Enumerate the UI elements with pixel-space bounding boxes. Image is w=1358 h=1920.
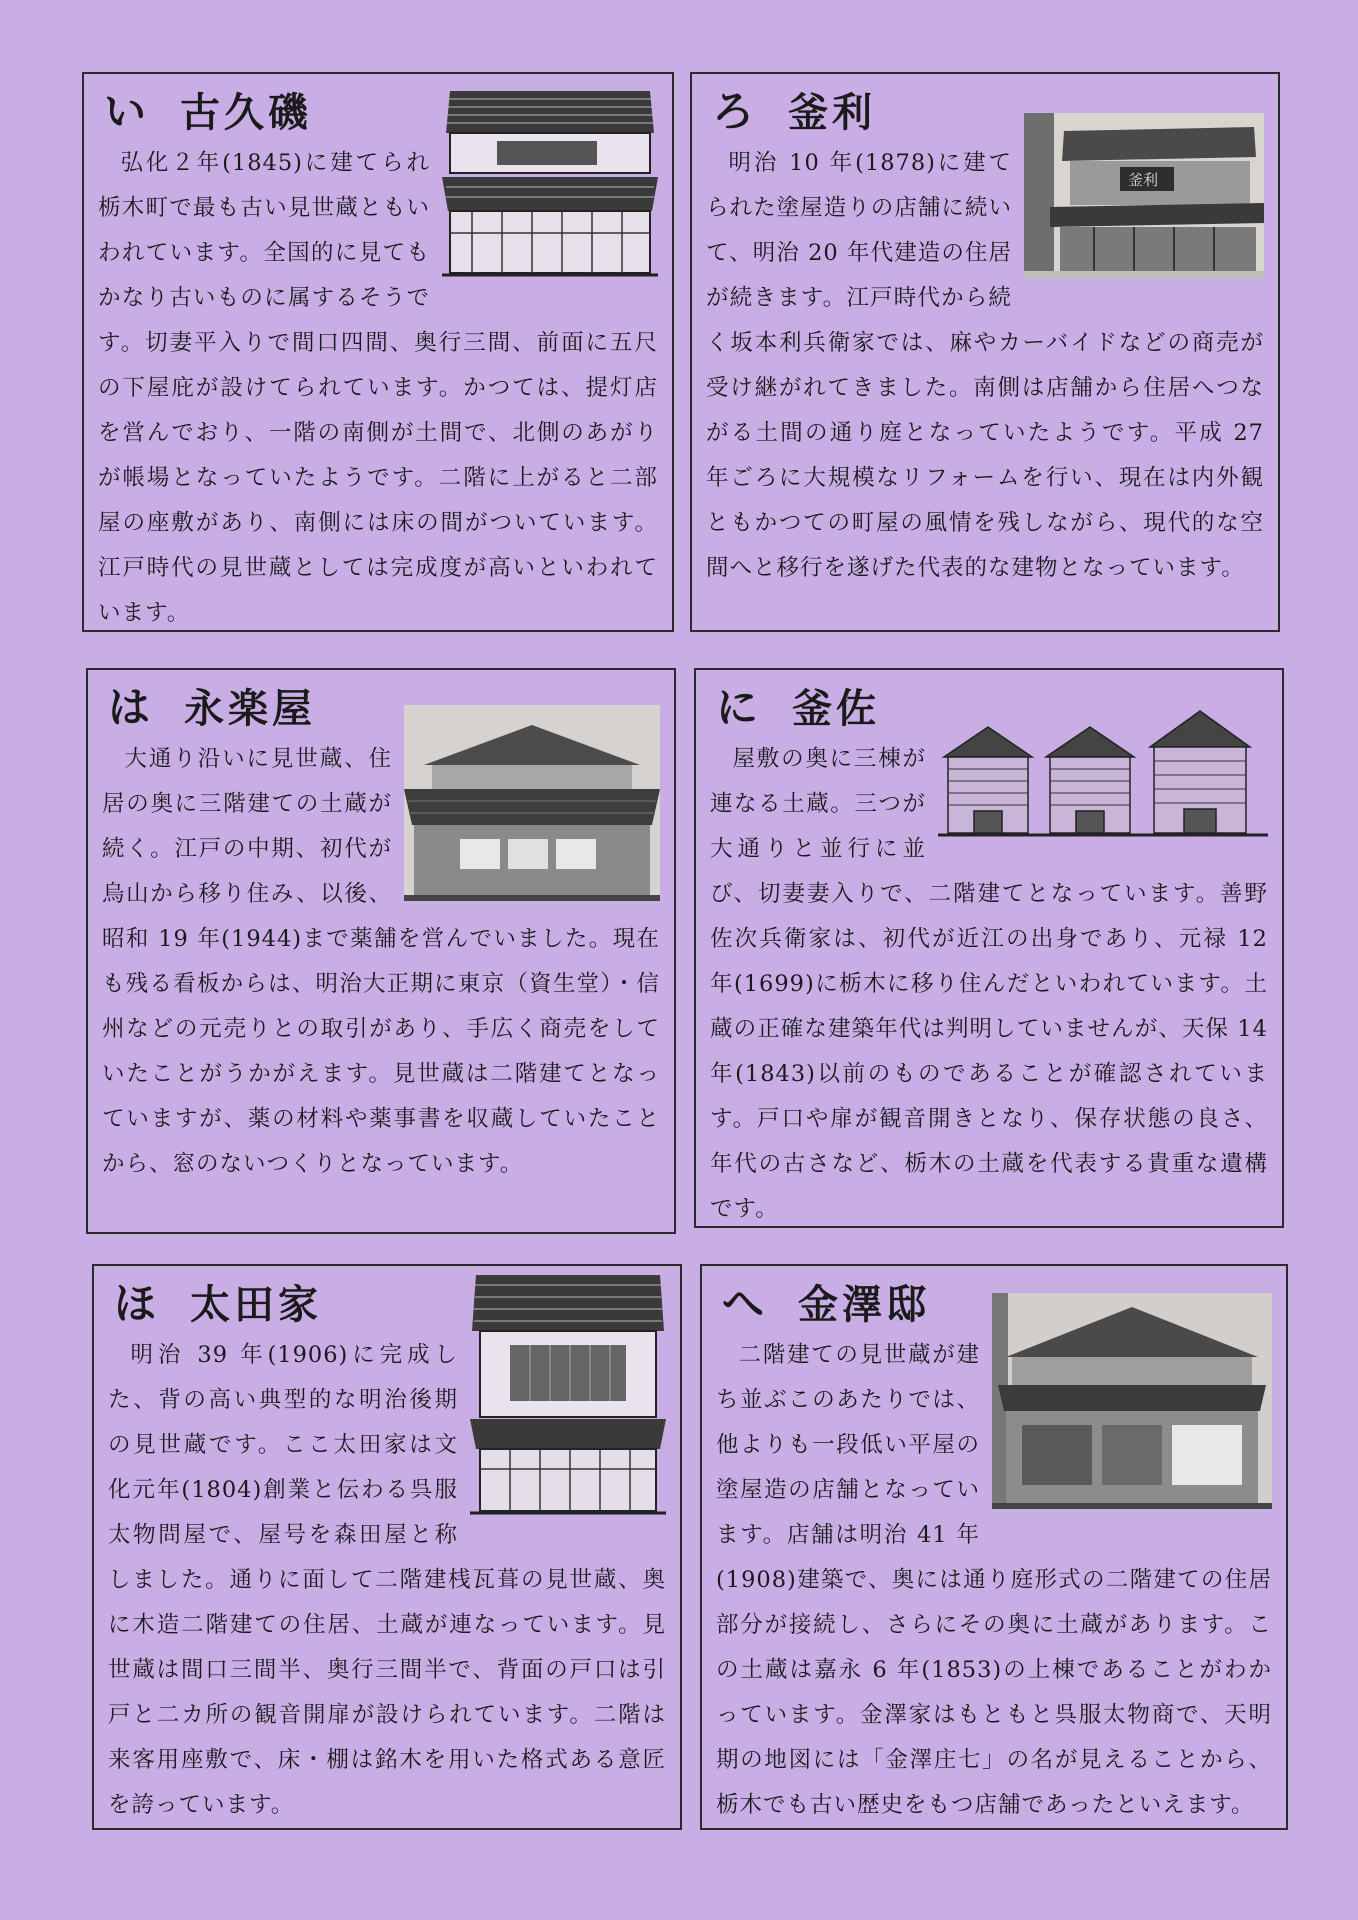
entry-card-kamari [690, 72, 1280, 632]
entry-kana: ろ [712, 87, 755, 136]
entry-kana: へ [722, 1279, 765, 1328]
building-drawing-kokuiso [442, 83, 658, 283]
entry-card-kanazawatei [700, 1264, 1288, 1830]
entry-description: 明治 39 年(1906)に完成した、背の高い典型的な明治後期の見世蔵です。ここ太田家は文化元年(1804)創業と伝わる呉服太物問屋で、屋号を森田屋と称しました。通りに面して二階建桟瓦葺の見世蔵、奥に木造二階建ての住居、土蔵が連なっています。見世蔵は間口三間半、奥行三間半で、背面の戸口は引戸と二カ所の観音開扉が設けられています。二階は来客用座敷で、床・棚は銘木を用いた格式ある意匠を誇っています。 [108, 1342, 666, 1818]
storehouse-2 [1046, 727, 1134, 833]
entry-card-kamasa [694, 668, 1284, 1228]
entry-title: 釜佐 [792, 686, 880, 732]
entry-card-otake [92, 1264, 682, 1830]
entry-description: 屋敷の奥に三棟が連なる土蔵。三つが大通りと並行に並び、切妻妻入りで、二階建てとなっています。善野佐次兵衛家は、初代が近江の出身であり、元禄 12 年(1699)に栃木に移り住んだといわれています。土蔵の正確な建築年代は判明していませんが、天保 14 年(1843)以前のものであることが確認されています。戸口や扉が観音開きとなり、保存状態の良さ、年代の古さなど、栃木の土蔵を代表する貴重な遺構です。 [710, 746, 1268, 1222]
entry-card-eirakuya [86, 668, 676, 1234]
entry-kana: い [104, 87, 147, 136]
entry-kana: に [716, 683, 759, 732]
storehouse-3 [1150, 711, 1250, 833]
entry-card-kokuiso [82, 72, 674, 632]
building-photo-kamari [1024, 113, 1264, 279]
entry-title: 古久磯 [180, 90, 312, 136]
entry-title: 釜利 [788, 90, 876, 136]
entry-title: 永楽屋 [184, 686, 316, 732]
storehouse-1 [944, 727, 1032, 833]
entry-description: 大通り沿いに見世蔵、住居の奥に三階建ての土蔵が続く。江戸の中期、初代が烏山から移り住み、以後、昭和 19 年(1944)まで薬舗を営んでいました。現在も残る看板からは、明治大正期に東京（資生堂）・信州などの元売りとの取引があり、手広く商売をしていたことがうかがえます。見世蔵は二階建てとなっていますが、薬の材料や薬事書を収蔵していたことから、窓のないつくりとなっています。 [102, 746, 660, 1177]
building-photo-kanazawatei [992, 1293, 1272, 1509]
storehouse-drawing-kamasa [938, 697, 1268, 841]
entry-title: 金澤邸 [798, 1282, 930, 1328]
building-photo-eirakuya [404, 705, 660, 901]
entry-description: 明治 10 年(1878)に建てられた塗屋造りの店舗に続いて、明治 20 年代建造の住居が続きます。江戸時代から続く坂本利兵衛家では、麻やカーバイドなどの商売が受け継がれてきました。南側は店舗から住居へつながる土間の通り庭となっていたようです。平成 27 年ごろに大規模なリフォームを行い、現在は内外観ともかつての町屋の風情を残しながら、現代的な空間へと移行を遂げた代表的な建物となっています。 [706, 150, 1264, 581]
shop-sign: 釜利 [1128, 171, 1159, 189]
building-drawing-otake [470, 1269, 666, 1521]
entry-kana: は [108, 683, 151, 732]
entry-title: 太田家 [190, 1282, 322, 1328]
entry-kana: ほ [114, 1279, 157, 1328]
entry-description: 弘化２年(1845)に建てられ栃木町で最も古い見世蔵ともいわれています。全国的に見てもかなり古いものに属するそうです。切妻平入りで間口四間、奥行三間、前面に五尺の下屋庇が設けてられています。かつては、提灯店を営んでおり、一階の南側が土間で、北側のあがりが帳場となっていたようです。二階に上がると二部屋の座敷があり、南側には床の間がついています。江戸時代の見世蔵としては完成度が高いといわれています。 [98, 150, 658, 626]
entry-description: 二階建ての見世蔵が建ち並ぶこのあたりでは、他よりも一段低い平屋の塗屋造の店舗となっています。店舗は明治 41 年(1908)建築で、奥には通り庭形式の二階建ての住居部分が接続し、さらにその奥に土蔵があります。この土蔵は嘉永 6 年(1853)の上棟であることがわかっています。金澤家はもともと呉服太物商で、天明期の地図には「金澤庄七」の名が見えることから、栃木でも古い歴史をもつ店舗であったといえます。 [716, 1342, 1272, 1818]
